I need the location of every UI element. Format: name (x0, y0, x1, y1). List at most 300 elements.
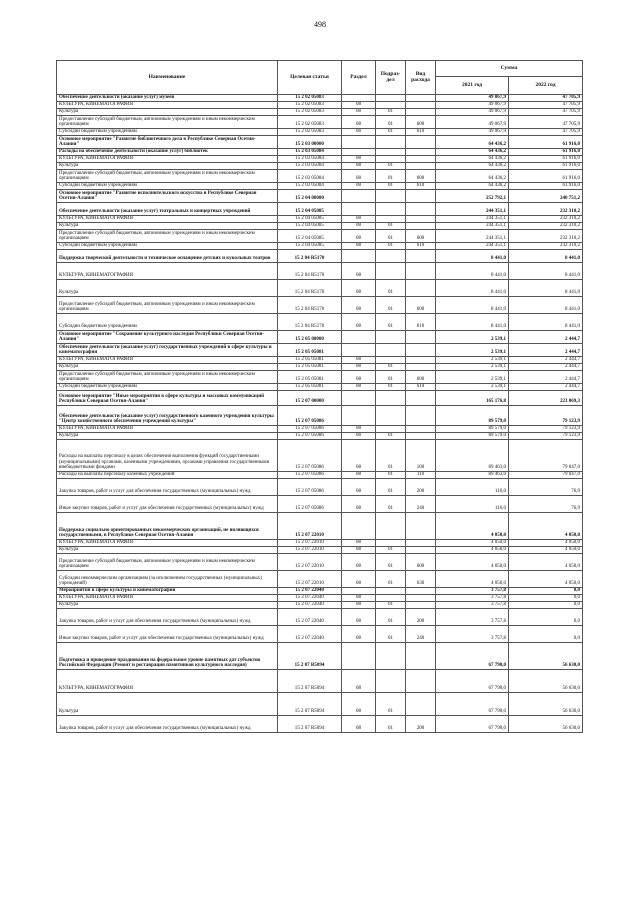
row-subsection: 01 (376, 280, 406, 297)
row-value-2021: 252 792,1 (436, 190, 509, 203)
row-name: Предоставление субсидий бюджетным, автономным учреждениям и иным некоммерческим организациям (57, 170, 278, 183)
row-value-2022: 47 705,9 (509, 109, 583, 116)
table-row (57, 670, 583, 693)
row-code: 15 2 03 05084 (278, 183, 342, 190)
row-value-2021: 89 579,0 (436, 433, 509, 440)
row-value-2022: 223 069,3 (509, 391, 583, 406)
table-row (57, 602, 583, 609)
table-row (57, 297, 583, 314)
row-exp-type (406, 357, 436, 364)
table-row (57, 426, 583, 433)
row-code: 15 2 07 22040 (278, 602, 342, 609)
row-subsection: 01 (376, 602, 406, 609)
row-name: КУЛЬТУРА, КИНЕМАТОГРАФИЯ (57, 102, 278, 109)
row-value-2022: 4 050,0 (509, 571, 583, 588)
row-section: 08 (342, 496, 376, 513)
row-section: 08 (342, 116, 376, 129)
row-code: 15 2 07 05086 (278, 472, 342, 479)
row-value-2021: 4 050,0 (436, 554, 509, 571)
row-value-2022: 61 916,0 (509, 183, 583, 190)
row-name: Основное мероприятие "Сохранение культурного наследия Республики Северная Осетия-Алания" (57, 331, 278, 344)
header-section: Раздел (342, 61, 376, 95)
row-name: КУЛЬТУРА, КИНЕМАТОГРАФИЯ (57, 426, 278, 433)
row-code: 15 2 05 05081 (278, 384, 342, 391)
row-name: КУЛЬТУРА, КИНЕМАТОГРАФИЯ (57, 670, 278, 693)
row-value-2022: 4 050,0 (509, 554, 583, 571)
row-value-2022: 232 310,2 (509, 223, 583, 230)
row-name: Культура (57, 547, 278, 554)
row-name: Предоставление субсидий бюджетным, автономным учреждениям и иным некоммерческим организациям (57, 371, 278, 384)
row-section: 08 (342, 230, 376, 243)
row-exp-type: 240 (406, 626, 436, 643)
row-section: 08 (342, 609, 376, 626)
row-section: 08 (342, 371, 376, 384)
row-value-2021: 8 441,0 (436, 297, 509, 314)
row-subsection: 01 (376, 384, 406, 391)
row-value-2021: 89 579,0 (436, 406, 509, 426)
row-value-2022: 56 630,0 (509, 670, 583, 693)
row-code: 15 2 07 22040 (278, 588, 342, 595)
row-exp-type (406, 693, 436, 716)
row-subsection (376, 156, 406, 163)
row-value-2022: 61 916,0 (509, 136, 583, 149)
row-subsection: 01 (376, 554, 406, 571)
row-exp-type (406, 331, 436, 344)
row-name: Субсидии некоммерческим организациям (за исключением государственных (муниципальных) учреждений) (57, 571, 278, 588)
header-sum: Сумма (436, 61, 583, 77)
row-subsection (376, 102, 406, 109)
row-section: 08 (342, 243, 376, 250)
row-name: Культура (57, 693, 278, 716)
row-name: Расходы на выплаты персоналу казенных учреждений (57, 472, 278, 479)
row-name: КУЛЬТУРА, КИНЕМАТОГРАФИЯ (57, 263, 278, 280)
row-code: 15 2 04 05085 (278, 230, 342, 243)
row-value-2021: 4 050,0 (436, 547, 509, 554)
row-subsection: 01 (376, 371, 406, 384)
row-value-2021: 67 790,0 (436, 716, 509, 733)
row-name: Поддержка социально ориентированных некоммерческих организаций, не являющихся государственными, в Республике Северная Осетия-Алания (57, 513, 278, 540)
row-section: 08 (342, 693, 376, 716)
row-code: 15 2 05 05081 (278, 364, 342, 371)
row-subsection (376, 588, 406, 595)
row-exp-type (406, 602, 436, 609)
row-value-2021: 49 067,9 (436, 95, 509, 102)
row-subsection (376, 513, 406, 540)
row-code: 15 2 05 05081 (278, 344, 342, 357)
row-value-2022: 232 310,2 (509, 230, 583, 243)
row-exp-type (406, 95, 436, 102)
row-code: 15 2 05 05081 (278, 371, 342, 384)
row-exp-type: 600 (406, 230, 436, 243)
row-value-2022: 47 705,9 (509, 129, 583, 136)
row-value-2022: 76,9 (509, 496, 583, 513)
row-value-2021: 3 757,8 (436, 626, 509, 643)
row-section: 08 (342, 716, 376, 733)
row-code: 15 2 07 05086 (278, 406, 342, 426)
row-subsection: 01 (376, 297, 406, 314)
row-subsection: 01 (376, 223, 406, 230)
row-code: 15 2 07 22040 (278, 609, 342, 626)
row-section (342, 203, 376, 216)
row-value-2022: 8 441,0 (509, 263, 583, 280)
row-value-2021: 49 067,9 (436, 102, 509, 109)
row-value-2022: 56 630,0 (509, 643, 583, 670)
row-section: 08 (342, 554, 376, 571)
row-code: 15 2 07 R5094 (278, 670, 342, 693)
row-name: Обеспечение деятельности (оказание услуг) государственных учреждений в сфере культуры и кинематографии (57, 344, 278, 357)
row-subsection: 01 (376, 472, 406, 479)
row-name: Иные закупки товаров, работ и услуг для обеспечения государственных (муниципальных) нужд (57, 626, 278, 643)
row-subsection (376, 203, 406, 216)
row-name: Культура (57, 364, 278, 371)
row-section: 08 (342, 433, 376, 440)
row-value-2021: 2 539,1 (436, 364, 509, 371)
row-value-2021: 49 067,9 (436, 129, 509, 136)
row-code: 15 2 07 22040 (278, 626, 342, 643)
row-value-2021: 116,0 (436, 496, 509, 513)
row-subsection (376, 540, 406, 547)
row-subsection (376, 426, 406, 433)
row-code: 15 2 02 05083 (278, 116, 342, 129)
header-exp-type: Вид расхода (406, 61, 436, 95)
row-exp-type: 200 (406, 716, 436, 733)
row-subsection: 01 (376, 170, 406, 183)
row-code: 15 2 05 00000 (278, 331, 342, 344)
row-value-2021: 244 351,1 (436, 243, 509, 250)
row-subsection (376, 250, 406, 263)
row-code: 15 2 04 R5170 (278, 263, 342, 280)
row-section (342, 406, 376, 426)
row-value-2022: 0,0 (509, 595, 583, 602)
row-section (342, 643, 376, 670)
row-value-2021: 2 539,1 (436, 371, 509, 384)
row-subsection: 01 (376, 116, 406, 129)
row-subsection: 01 (376, 496, 406, 513)
table-row (57, 357, 583, 364)
row-exp-type: 200 (406, 479, 436, 496)
row-name: КУЛЬТУРА, КИНЕМАТОГРАФИЯ (57, 357, 278, 364)
row-name: Предоставление субсидий бюджетным, автономным учреждениям и иным некоммерческим организациям (57, 554, 278, 571)
row-subsection (376, 136, 406, 149)
row-value-2021: 244 351,1 (436, 203, 509, 216)
row-code: 15 2 04 R5170 (278, 297, 342, 314)
row-section (342, 331, 376, 344)
row-subsection: 01 (376, 433, 406, 440)
row-subsection (376, 95, 406, 102)
row-value-2022: 2 444,7 (509, 331, 583, 344)
row-subsection: 01 (376, 129, 406, 136)
row-code: 15 2 07 22010 (278, 540, 342, 547)
row-code: 15 2 03 05084 (278, 149, 342, 156)
row-value-2021: 64 436,2 (436, 136, 509, 149)
row-subsection (376, 406, 406, 426)
row-section (342, 344, 376, 357)
row-section: 08 (342, 547, 376, 554)
table-row (57, 216, 583, 223)
row-value-2022: 2 444,7 (509, 371, 583, 384)
row-section: 08 (342, 170, 376, 183)
row-code: 15 2 02 05083 (278, 95, 342, 102)
row-code: 15 2 03 05084 (278, 156, 342, 163)
row-exp-type (406, 364, 436, 371)
row-value-2022: 4 050,0 (509, 547, 583, 554)
row-subsection (376, 595, 406, 602)
table-row (57, 170, 583, 183)
row-subsection: 01 (376, 364, 406, 371)
row-name: Мероприятия в сфере культуры и кинематографии (57, 588, 278, 595)
table-row (57, 643, 583, 670)
row-subsection (376, 391, 406, 406)
table-row (57, 595, 583, 602)
row-subsection (376, 216, 406, 223)
row-subsection (376, 344, 406, 357)
table-row (57, 513, 583, 540)
row-exp-type: 610 (406, 129, 436, 136)
row-value-2021: 49 067,9 (436, 109, 509, 116)
row-value-2022: 79 123,9 (509, 406, 583, 426)
row-value-2021: 3 757,8 (436, 609, 509, 626)
row-section (342, 190, 376, 203)
row-subsection (376, 357, 406, 364)
row-exp-type (406, 406, 436, 426)
row-name: Субсидии бюджетным учреждениям (57, 129, 278, 136)
row-value-2022: 4 050,0 (509, 540, 583, 547)
row-value-2021: 3 757,8 (436, 588, 509, 595)
table-row (57, 250, 583, 263)
row-value-2021: 8 441,0 (436, 280, 509, 297)
row-name: Предоставление субсидий бюджетным, автономным учреждениям и иным некоммерческим организациям (57, 297, 278, 314)
table-row (57, 190, 583, 203)
row-value-2021: 2 539,1 (436, 344, 509, 357)
row-section: 08 (342, 297, 376, 314)
row-value-2021: 244 351,1 (436, 230, 509, 243)
table-row (57, 384, 583, 391)
row-value-2021: 4 050,0 (436, 540, 509, 547)
row-exp-type: 630 (406, 571, 436, 588)
row-name: Закупка товаров, работ и услуг для обеспечения государственных (муниципальных) нужд (57, 609, 278, 626)
row-section: 08 (342, 314, 376, 331)
row-subsection: 01 (376, 243, 406, 250)
row-name: Субсидии бюджетным учреждениям (57, 243, 278, 250)
row-section (342, 149, 376, 156)
row-value-2022: 61 916,0 (509, 149, 583, 156)
row-value-2021: 2 539,1 (436, 331, 509, 344)
row-section (342, 588, 376, 595)
row-subsection: 01 (376, 571, 406, 588)
row-name: Обеспечение деятельности (оказание услуг) музеев (57, 95, 278, 102)
row-name: Субсидии бюджетным учреждениям (57, 183, 278, 190)
row-exp-type (406, 190, 436, 203)
row-code: 15 2 05 05081 (278, 357, 342, 364)
row-value-2021: 8 441,0 (436, 250, 509, 263)
header-year-2021: 2021 год (436, 77, 509, 95)
row-value-2021: 64 436,2 (436, 163, 509, 170)
row-section: 08 (342, 156, 376, 163)
row-code: 15 2 07 22040 (278, 595, 342, 602)
row-code: 15 2 03 05084 (278, 170, 342, 183)
row-exp-type: 610 (406, 183, 436, 190)
row-subsection (376, 643, 406, 670)
table-row (57, 609, 583, 626)
row-exp-type (406, 643, 436, 670)
row-value-2021: 8 441,0 (436, 263, 509, 280)
row-exp-type: 610 (406, 314, 436, 331)
row-section (342, 391, 376, 406)
row-value-2021: 244 351,1 (436, 216, 509, 223)
row-name: КУЛЬТУРА, КИНЕМАТОГРАФИЯ (57, 540, 278, 547)
row-value-2022: 61 916,0 (509, 156, 583, 163)
row-value-2022: 61 916,0 (509, 170, 583, 183)
row-subsection: 01 (376, 183, 406, 190)
row-name: Основное мероприятие "Иные мероприятия в сфере культуры и массовых коммуникаций Республики Северная Осетия-Алания" (57, 391, 278, 406)
row-section: 08 (342, 223, 376, 230)
row-exp-type: 600 (406, 297, 436, 314)
row-value-2022: 56 630,0 (509, 716, 583, 733)
row-name: Субсидии бюджетным учреждениям (57, 384, 278, 391)
row-section: 08 (342, 540, 376, 547)
row-exp-type (406, 595, 436, 602)
row-subsection: 01 (376, 547, 406, 554)
row-name: Культура (57, 433, 278, 440)
table-row (57, 95, 583, 102)
row-value-2022: 232 310,2 (509, 203, 583, 216)
row-value-2021: 49 067,9 (436, 116, 509, 129)
row-value-2022: 4 050,0 (509, 513, 583, 540)
table-row (57, 540, 583, 547)
table-row (57, 406, 583, 426)
row-code: 15 2 07 05086 (278, 479, 342, 496)
row-exp-type (406, 540, 436, 547)
row-name: Предоставление субсидий бюджетным, автономным учреждениям и иным некоммерческим организациям (57, 116, 278, 129)
row-exp-type (406, 203, 436, 216)
row-exp-type: 240 (406, 496, 436, 513)
row-exp-type: 100 (406, 440, 436, 472)
row-value-2021: 2 539,1 (436, 384, 509, 391)
row-section: 08 (342, 357, 376, 364)
row-section: 08 (342, 280, 376, 297)
row-name: Закупка товаров, работ и услуг для обеспечения государственных (муниципальных) нужд (57, 479, 278, 496)
row-value-2021: 244 351,1 (436, 223, 509, 230)
row-value-2022: 8 441,0 (509, 297, 583, 314)
row-name: КУЛЬТУРА, КИНЕМАТОГРАФИЯ (57, 216, 278, 223)
table-row (57, 571, 583, 588)
row-section (342, 513, 376, 540)
row-value-2021: 3 757,8 (436, 595, 509, 602)
page-number: 498 (314, 20, 326, 29)
table-row (57, 693, 583, 716)
row-section: 08 (342, 602, 376, 609)
row-value-2021: 67 790,0 (436, 643, 509, 670)
row-value-2022: 0,0 (509, 609, 583, 626)
row-code: 15 2 02 05083 (278, 129, 342, 136)
table-row (57, 371, 583, 384)
row-value-2021: 64 436,2 (436, 149, 509, 156)
row-exp-type (406, 426, 436, 433)
row-value-2022: 2 444,7 (509, 364, 583, 371)
row-subsection: 01 (376, 109, 406, 116)
row-subsection: 01 (376, 440, 406, 472)
row-subsection (376, 670, 406, 693)
row-code: 15 2 07 22010 (278, 513, 342, 540)
table-row (57, 496, 583, 513)
row-code: 15 2 07 R5094 (278, 643, 342, 670)
row-name: Культура (57, 163, 278, 170)
row-name: КУЛЬТУРА, КИНЕМАТОГРАФИЯ (57, 595, 278, 602)
table-row (57, 554, 583, 571)
row-value-2021: 67 790,0 (436, 670, 509, 693)
table-row (57, 183, 583, 190)
row-name: Культура (57, 280, 278, 297)
table-row (57, 364, 583, 371)
row-subsection (376, 149, 406, 156)
row-code: 15 2 07 22010 (278, 547, 342, 554)
row-value-2022: 2 444,7 (509, 357, 583, 364)
row-code: 15 2 07 05086 (278, 496, 342, 513)
row-value-2022: 232 310,2 (509, 243, 583, 250)
row-value-2022: 47 705,9 (509, 102, 583, 109)
row-exp-type: 600 (406, 554, 436, 571)
table-row (57, 331, 583, 344)
row-section: 08 (342, 626, 376, 643)
row-value-2021: 67 790,0 (436, 693, 509, 716)
table-row (57, 472, 583, 479)
row-value-2022: 0,0 (509, 588, 583, 595)
row-name: Культура (57, 223, 278, 230)
row-section: 08 (342, 263, 376, 280)
row-exp-type (406, 670, 436, 693)
row-code: 15 2 02 05083 (278, 102, 342, 109)
row-name: Расходы на выплаты персоналу в целях обеспечения выполнения функций государственными (муниципальными) органами, казенными учреждениями, органами управления государственными внебюджетными фондами (57, 440, 278, 472)
row-exp-type (406, 149, 436, 156)
table-row (57, 243, 583, 250)
row-section (342, 95, 376, 102)
row-exp-type (406, 223, 436, 230)
row-code: 15 2 04 00000 (278, 190, 342, 203)
row-value-2021: 89 463,0 (436, 472, 509, 479)
table-row (57, 109, 583, 116)
row-exp-type (406, 344, 436, 357)
row-section: 08 (342, 670, 376, 693)
row-exp-type (406, 216, 436, 223)
row-section: 08 (342, 183, 376, 190)
row-exp-type: 600 (406, 371, 436, 384)
row-value-2021: 89 579,0 (436, 426, 509, 433)
row-value-2022: 61 916,0 (509, 163, 583, 170)
row-section: 08 (342, 595, 376, 602)
row-exp-type (406, 163, 436, 170)
row-name: Закупка товаров, работ и услуг для обеспечения государственных (муниципальных) нужд (57, 716, 278, 733)
row-code: 15 2 04 R5170 (278, 280, 342, 297)
row-exp-type (406, 109, 436, 116)
row-subsection: 01 (376, 230, 406, 243)
row-name: Предоставление субсидий бюджетным, автономным учреждениям и иным некоммерческим организациям (57, 230, 278, 243)
row-exp-type: 200 (406, 609, 436, 626)
row-code: 15 2 04 05085 (278, 216, 342, 223)
row-name: Обеспечение деятельности (оказание услуг) государственного казенного учреждения культуры "Центр хозяйственного обеспечения учреждений культуры" (57, 406, 278, 426)
row-value-2022: 8 441,0 (509, 280, 583, 297)
table-row (57, 626, 583, 643)
row-subsection: 01 (376, 163, 406, 170)
row-value-2022: 79 123,9 (509, 426, 583, 433)
row-subsection: 01 (376, 716, 406, 733)
table-row (57, 223, 583, 230)
row-subsection (376, 263, 406, 280)
row-code: 15 2 07 R5094 (278, 693, 342, 716)
table-body (57, 95, 583, 733)
row-code: 15 2 03 00000 (278, 136, 342, 149)
row-name: Основное мероприятие "Развитие библиотечного дела в Республике Северная Осетия-Алания" (57, 136, 278, 149)
row-value-2022: 232 310,2 (509, 216, 583, 223)
